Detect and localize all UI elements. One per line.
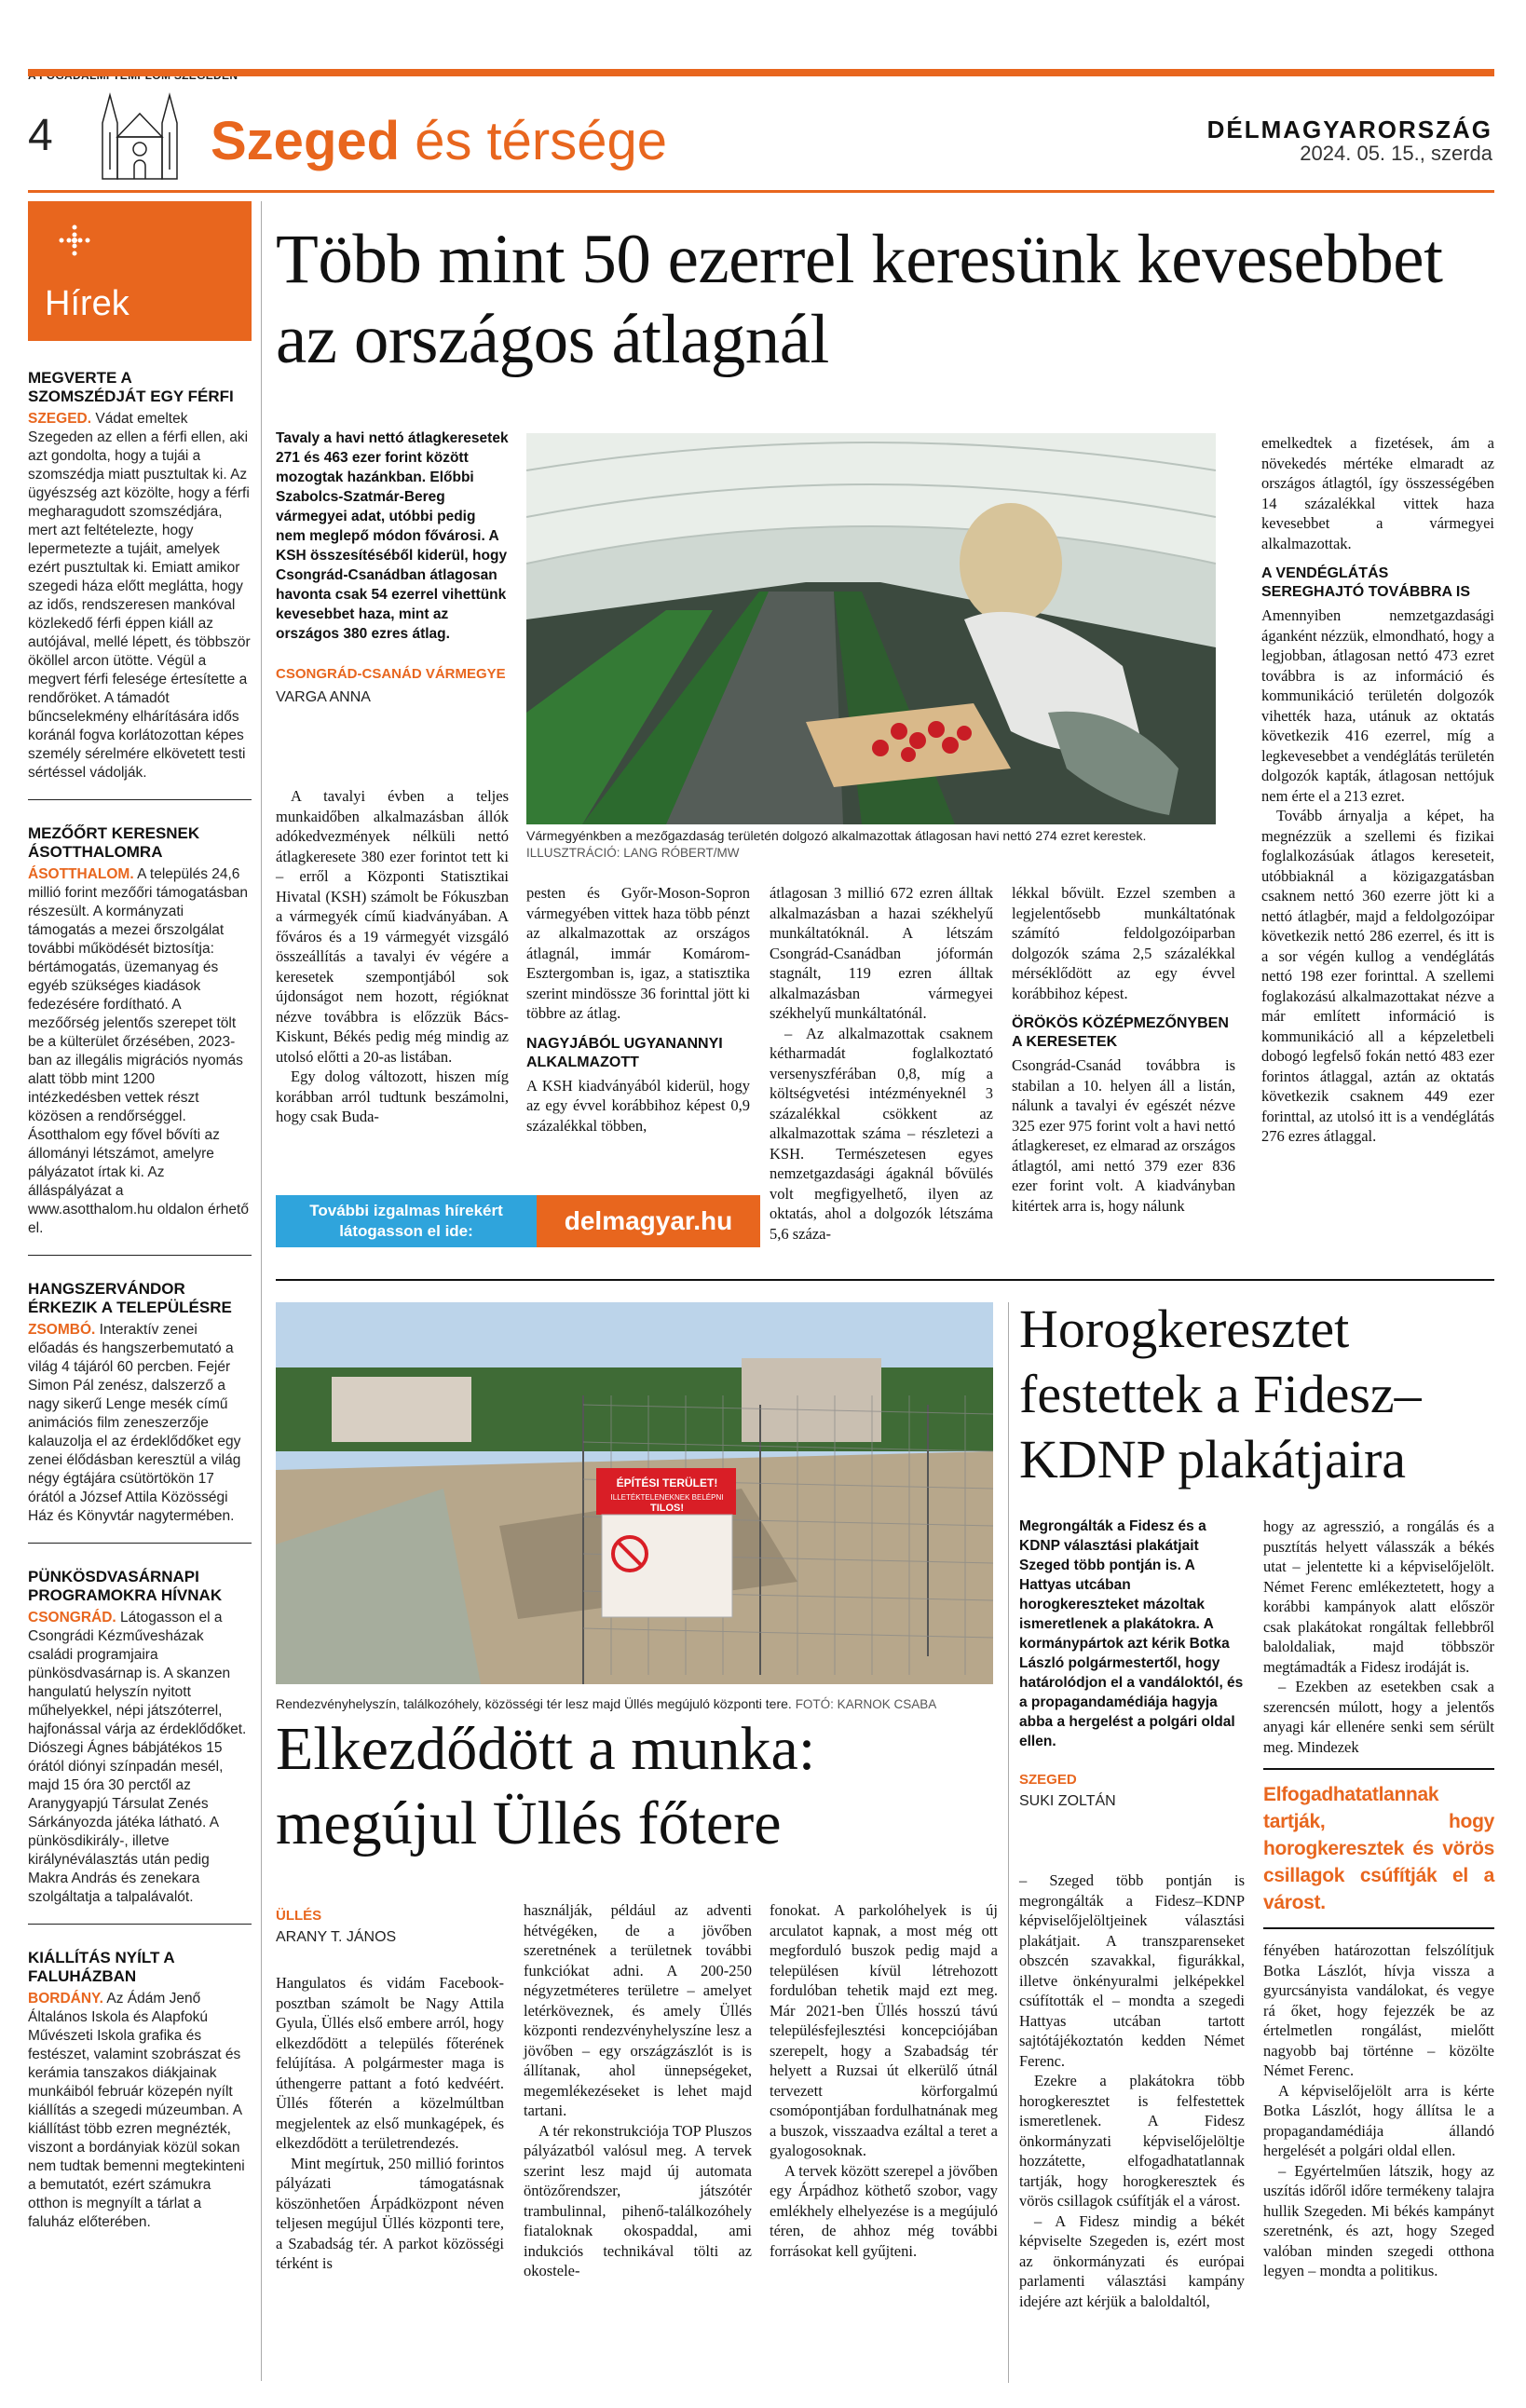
article3-paragraph: A képviselőjelölt arra is kérte Botka Lászlót, hogy állítsa le a propagandamédiája állandó hergelését a polgári oldal ellen. (1263, 2081, 1494, 2159)
article1-paragraph: Csongrád-Csanád továbbra is stabilan a 10. helyen áll a listán, nálunk a tavalyi év egészét nézve 325 ezer 975 forint volt a havi nettó átlagkereset, ez elmarad az országos átlagtól, ami nettó 379 ezer 836 ezer forint volt. A kiadványban kitértek arra is, hogy nálunk (1012, 1056, 1235, 1215)
article1-col5 (1261, 433, 1494, 1147)
greenhouse-photo (526, 433, 1216, 824)
section-title-rest: és térsége (415, 111, 668, 171)
article3-headline: Horogkeresztet festettek a Fidesz–KDNP plakátjaira (1019, 1299, 1422, 1490)
article1-subheading: ÖRÖKÖS KÖZÉPMEZŐNYBEN A KERESETEK (1012, 1015, 1229, 1050)
news-item-text: A település 24,6 millió forint mezőőri támogatásban részesült. A kormányzati támogatás a mezei őrszolgálat további működését biztosítja: bértámogatás, üzemanyag és egyéb szükséges kiadások fedezésére fordítható. A mezőőrség jelentős szerepet tölt be a külterület őrzésében, 2023-ban az illegális migrációs nyomás alatt több mint 1200 intézkedésben vettek részt közösen a rendőrséggel. Ásotthalom egy fővel bővíti az állományi létszámot, amelyre pályázatot írtak ki. Az álláspályázat a www.asotthalom.hu oldalon érhető el. (28, 866, 249, 1236)
column-rule (1008, 1302, 1009, 2383)
article1-paragraph: átlagosan 3 millió 672 ezren álltak alkalmazásban a hazai székhelyű munkáltatóknál. A létszám Csongrád-Csanádban jóformán stagnált, 119 ezren álltak alkalmazásban vármegyei székhelyű munkáltatónál. (770, 884, 993, 1022)
article1-paragraph: emelkedtek a fizetések, ám a növekedés mértéke elmaradt az országos átlagtól, így összességében 14 százalékkal vittek haza kevesebbet a vármegyei alkalmazottak. (1261, 434, 1494, 552)
news-item (28, 1949, 252, 2232)
article3-col1 (1019, 1871, 1245, 2311)
article1-subheading: NAGYJÁBÓL UGYANANNYI ALKALMAZOTT (526, 1035, 723, 1070)
article2-paragraph: Hangulatos és vidám Facebook-posztban számolt be Nagy Attila Gyula, Üllés első embere arról, hogy elkezdődött a település főterének felújítása. A polgármester maga is úthengerre pattant a fotó kedvéért. Üllés főterén a közelmúltban megjelentek az első munkagépek, és elkezdődött a területrendezés. (276, 1974, 504, 2152)
news-item-location: SZEGED. (28, 411, 92, 427)
article3-author: SUKI ZOLTÁN (1019, 1793, 1116, 1809)
quote-rule-bottom (1263, 1927, 1494, 1929)
header-rule (28, 190, 1494, 193)
article1-subheading: A VENDÉGLÁTÁS SEREGHAJTÓ TOVÁBBRA IS (1261, 565, 1471, 600)
article3-paragraph: – Egyértelműen látszik, hogy az uszítás időről időre termékeny talajra hullik Szegeden. Mi békés kampányt szeretnénk, és azt, hogy Szeged valóban minden szegedi otthona legyen – mondta a politikus. (1263, 2161, 1494, 2279)
news-item-location: ÁSOTTHALOM. (28, 866, 134, 882)
article1-col4 (1012, 883, 1235, 1216)
news-item (28, 824, 252, 1238)
article3-paragraph: – Szeged több pontján is megrongálták a Fidesz–KDNP képviselőjelöltjeinek választási plakátjait. A transzparenseket obszcén szavakkal, figurákkal, illetve önkényuralmi jelképekkel csúfították el – mondta a szegedi Hattyas utcában tartott sajtótájékoztatón kedden Német Ferenc. (1019, 1871, 1245, 2070)
section-title (211, 110, 667, 172)
news-item-title: MEGVERTE A SZOMSZÉDJÁT EGY FÉRFI (28, 369, 234, 405)
article1-paragraph: Amennyiben nemzetgazdasági áganként nézzük, elmondható, hogy a legjobban, átlagosan nettó 473 ezret továbbra is az információ és kommunikáció területén dolgozók vihették haza, utánuk az oktatás következik 416 ezerrel, míg a legkevesebbet a vendéglátás területén dolgozók kapták, átlagosan nettójuk nem érte el a 213 ezret. (1261, 606, 1494, 805)
article1-col1 (276, 786, 509, 1127)
article1-photo-credit: ILLUSZTRÁCIÓ: LANG RÓBERT/MW (526, 846, 740, 860)
article3-lead-block (1019, 1517, 1245, 1810)
article2-paragraph: A tér rekonstrukciója TOP Pluszos pályázatból valósul meg. A tervek szerint lesz majd új automata öntözőrendszer, játszótér trambulinnal, pihenő-találkozóhely fiataloknak okospaddal, ami indukciós technikával tölti az okostele- (524, 2121, 752, 2279)
news-item-title: MEZŐŐRT KERESNEK ÁSOTTHALOMRA (28, 824, 200, 861)
news-divider (28, 1543, 252, 1544)
article2-paragraph: Mint megírtuk, 250 millió forintos pályázati támogatásnak köszönhetően Árpádközpont néven teljesen megújul Üllés központi tere, a Szabadság tér. A parkot közösségi térként is (276, 2154, 504, 2272)
article3-paragraph: – A Fidesz mindig a békét képviselte Szegeden is, ezért most az önkormányzati és európai parlamenti választási kampány idejére azt kérjük a baloldaltól, (1019, 2211, 1245, 2310)
news-item-text: Látogasson el a Csongrádi Kézművesházak családi programjaira pünkösdvasárnap is. A skanzen hangulatú helyszín nyitott műhelyekkel, népi játszóterrel, hajfonással várja az érdeklődőket. Diószegi Ágnes bábjátékos 15 órától diónyi színpadán mesél, majd 15 óra 30 perctől az Aranygyapjú Társulat Zenés Sárkányozda játéka látható. A pünkösdikirály-, illetve királynéválasztás után pedig Makra András és zenekara szolgáltatja a talpalávalót. (28, 1610, 247, 1905)
promo-text: További izgalmas hírekért látogasson el ide: (276, 1195, 537, 1247)
news-item (28, 369, 252, 782)
church-icon (84, 86, 196, 184)
news-divider (28, 1924, 252, 1925)
news-item-location: CSONGRÁD. (28, 1610, 116, 1626)
article3-paragraph: – Ezekben az esetekben csak a szerencsén múlott, hogy a jelentős anyagi kár ellenére senki sem sérült meg. Mindezek (1263, 1678, 1494, 1756)
news-item-title: KIÁLLÍTÁS NYÍLT A FALUHÁZBAN (28, 1949, 175, 1985)
sign-top: ÉPÍTÉSI TERÜLET! (616, 1476, 718, 1490)
article3-col2 (1263, 1517, 1494, 2281)
news-item (28, 1568, 252, 1907)
article2-headline: Elkezdődött a munka: megújul Üllés főtere (276, 1715, 816, 1857)
ulles-square-photo (276, 1302, 993, 1684)
article3-paragraph: hogy az agresszió, a rongálás és a pusztítás helyett válasszák a békés utat – jelentette ki a képviselőjelölt. Német Ferenc emlékeztetett, hogy a korábbi kampányok alatt először csak plakátokat rongáltak fellebbről baloldaliak, majd többször megtámadták a Fidesz irodáját is. (1263, 1517, 1494, 1676)
article2-caption-text: Rendezvényhelyszín, találkozóhely, közösségi tér lesz majd Üllés megújuló központi tere. (276, 1696, 792, 1711)
article2-author: ARANY T. JÁNOS (276, 1929, 397, 1945)
news-divider (28, 1255, 252, 1256)
article1-paragraph: A KSH kiadványából kiderül, hogy az egy évvel korábbihoz képest 0,9 százalékkal többen, (526, 1076, 750, 1135)
news-item-location: ZSOMBÓ. (28, 1322, 96, 1338)
cross-dots-icon (56, 222, 93, 259)
article1-lead: Tavaly a havi nettó átlagkeresetek 271 és 463 ezer forint között mozogtak hazánkban. Előbbi Szabolcs-Szatmár-Bereg vármegyei adat, utóbbi pedig nem meglepő módon fővárosi. A KSH összesítéséből kiderül, hogy Csongrád-Csanádban átlagosan havonta csak 54 ezerrel vihettünk kevesebbet haza, mint az országos 380 ezres átlag. (276, 430, 509, 642)
article1-caption-text: Vármegyénkben a mezőgazdaság területén dolgozó alkalmazottak átlagosan havi nettó 274 ezret kerestek. (526, 828, 1147, 843)
article3-pull-quote: Elfogadhatatlannak tartják, hogy horogkeresztek és vörös csillagok csúfítják el a várost. (1263, 1784, 1494, 1913)
section-rule (276, 1279, 1494, 1281)
article2-kicker: ÜLLÉS (276, 1908, 322, 1924)
sign-bottom: TILOS! (649, 1503, 685, 1514)
article2-paragraph: használják, például az adventi hétvégéken, de a jövőben szeretnének a területnek további funkciókat adni. A 200-250 négyzetméteres területre – amelyet letérköveznek, és amely Üllés központi rendezvényhelyszíne lesz a jövőben – egy országzászlót is is állítanak, ahol ünnepségeket, megemlékezéseket is lehet majd tartani. (524, 1901, 752, 2119)
article1-photo-caption (526, 827, 1216, 861)
article1-paragraph: Egy dolog változott, hiszen míg korábban arról tudtunk beszámolni, hogy csak Buda- (276, 1068, 509, 1125)
news-item-text: Interaktív zenei előadás és hangszerbemutató a világ 4 tájáról 60 percben. Fejér Simon Pál zenész, dalszerző a nagy sikerű Lenge mesék című animációs film zeneszerzője kalauzolja el az érdeklődőket egy zenei élődásban keresztül a világ négy égtájára csütörtökön 17 órától a József Attila Közösségi Ház és Könyvtár nagytermében. (28, 1322, 241, 1524)
sidebar-rule (261, 201, 262, 2381)
article2-photo-credit: FOTÓ: KARNOK CSABA (795, 1697, 937, 1711)
article3-paragraph: Ezekre a plakátokra több horogkeresztet is felfestettek ismeretlenek. A Fidesz önkormányzati képviselőjelöltje hozzátette, elfogadhatatlannak tartják, hogy horogkeresztek és vörös csillagok csúfítják el a várost. (1019, 2072, 1245, 2210)
article2-col3 (770, 1900, 998, 2261)
article3-paragraph: fényében határozottan felszólítjuk Botka Lászlót, hívja vissza a gyurcsányista vandálokat, és vegye rá őket, hogy fejezzék be az értelmetlen rongálást, mielőtt nagyobb baj történne – közölte Német Ferenc. (1263, 1941, 1494, 2079)
article1-author: VARGA ANNA (276, 689, 371, 705)
news-item-text: Vádat emeltek Szegeden az ellen a férfi ellen, aki azt gondolta, hogy a tujái a szomszédja miatt pusztultak ki. Az ügyészség azt közölte, hogy a férfi megharagudott szomszédjára, mert azt feltételezte, hogy lepermetezte a tujáit, amelyek ezért pusztultak ki. Emiatt amikor szegedi háza előtt meglátta, hogy az idős, rendszeresen mankóval közlekedő férfi éppen kiáll az autójával, mellé lépett, és többször ököllel arcon ütötte. Végül a megvert férfi felesége értesítette a rendőröket. A támadót bűncselekmény elhárítására idős koránál fogva korlátozottan képes személy sérelmére elkövetett testi sértéssel vádolják. (28, 411, 251, 781)
hirek-box (28, 201, 252, 341)
article3-kicker: SZEGED (1019, 1772, 1077, 1788)
article2-paragraph: A tervek között szerepel a jövőben egy Árpádhoz köthető szobor, vagy emlékhely elhelyezése is a megújuló téren, de ahhoz még további forrásokat kell gyűjteni. (770, 2161, 998, 2260)
article2-byline (276, 1908, 509, 1946)
hirek-label: Hírek (45, 284, 129, 323)
sign-mid: ILLETÉKTELENEKNEK BELÉPNI (610, 1493, 724, 1502)
article1-kicker: CSONGRÁD-CSANÁD VÁRMEGYE (276, 666, 506, 682)
article1-col2 (526, 883, 750, 1136)
article3-lead: Megrongálták a Fidesz és a KDNP választási plakátjait Szeged több pontján is. A Hattyas utcában horogkereszteket mázoltak ismeretlenek a plakátokra. A kormánypártok azt kérik Botka László polgármestertől, hogy határolódjon el a vandáloktól, és a propagandamédiája hagyja abba a hergelést a polgári oldal ellen. (1019, 1518, 1244, 1749)
top-orange-bar (28, 69, 1494, 76)
news-divider (28, 799, 252, 800)
article2-col2 (524, 1900, 752, 2281)
article1-paragraph: pesten és Győr-Moson-Sopron vármegyében vittek haza több pénzt az alkalmazottak az országos átlagnál, immár Komárom-Esztergomban is, igaz, a statisztika szerint mindössze 36 forinttal jött ki többre az átlag. (526, 884, 750, 1022)
quote-rule-top (1263, 1768, 1494, 1770)
article2-col1 (276, 1973, 504, 2274)
article2-paragraph: fonokat. A parkolóhelyek is új arculatot kapnak, a most még ott megforduló buszok pedig majd a településen kívül létrehozott fordulóban tehetik majd ezt meg. Már 2021-ben Üllés hosszú távú településfejlesztési koncepciójában szerepelt, hogy a Szabadság tér helyett a Ruzsai út elkerülő útnál tervezett körforgalmú csomópontjában fordulhatnának meg a buszok, visszaadva ezáltal a teret a gyalogosoknak. (770, 1901, 998, 2159)
news-item (28, 1280, 252, 1526)
article2-photo-caption (276, 1695, 1002, 1712)
section-title-bold: Szeged (211, 111, 401, 171)
article1-paragraph: – Az alkalmazottak csaknem kétharmadát foglalkoztató versenyszférában 0,8, míg a költségvetési intézményeknél 3 százalékkal csökkent az alkalmazottak száma – részletezi a KSH. Természetesen egyes nemzetgazdasági ágaknál bővülés volt megfigyelhető, ilyen az oktatás, ahol a dolgozók létszáma 5,6 száza- (770, 1024, 993, 1243)
newspaper-brand: DÉLMAGYARORSZÁG (1206, 116, 1492, 143)
delmagyar-promo[interactable] (276, 1195, 760, 1247)
promo-site-link[interactable]: delmagyar.hu (537, 1195, 760, 1247)
article1-paragraph: lékkal bővült. Ezzel szemben a legjelentősebb munkáltatónak számító feldolgozóiparban dolgozók száma 2,5 százalékkal mérséklődött az egy évvel korábbihoz képest. (1012, 884, 1235, 1002)
article1-lead-block (276, 429, 509, 706)
issue-date: 2024. 05. 15., szerda (1300, 142, 1492, 165)
news-item-location: BORDÁNY. (28, 1991, 103, 2007)
article1-paragraph: Tovább árnyalja a képet, ha megnézzük a szellemi és fizikai foglalkozásúak átlagos kereseteit, utóbbiaknál a közigazgatásban csaknem nettó 360 ezerre jött ki a nettó átlagbér, majd a feldolgozóipar következik nettó 286 ezerrel, és itt is a sor végén kullog a vendéglátás nettó 198 ezer forinttal. A szellemi foglakozású alkalmazottakat nézve a már említett információ is kommunikáció all a képzeletbeli dobogó legfelső fokán nettó 483 ezer forintos átlaggal, aztán az oktatás következik csaknem 449 ezer forinttal, az utolsó itt is a vendéglátás 276 ezres átlaggal. (1261, 807, 1494, 1145)
article1-headline: Több mint 50 ezerrel keresünk kevesebbet az országos átlagnál (276, 221, 1443, 378)
news-item-text: Az Ádám Jenő Általános Iskola és Alapfokú Művészeti Iskola grafika és festészet, valamint szobrászat és kerámia tanszakos diákjainak munkáiból február közepén nyílt kiállítás a szegedi múzeumban. A kiállítást több ezren megnézték, viszont a bordányiak közül sokan nem tudtak bemenni megtekinteni a bemutatót, ezért számukra otthon is megnyílt a tárlat a faluház előterében. (28, 1991, 245, 2230)
article1-col3 (770, 883, 993, 1244)
news-item-title: PÜNKÖSDVASÁRNAPI PROGRAMOKRA HÍVNAK (28, 1568, 223, 1604)
article1-paragraph: A tavalyi évben a teljes munkaidőben alkalmazásban állók adókedvezmények nélküli nettó átlagkeresete 380 ezer forintot tett ki – erről a Központi Statisztikai Hivatal (KSH) számolt be Fókuszban a vármegyék című kiadványában. A főváros és a 19 vármegyét vizsgáló összeállítás a tavalyi év végére a keresetek szempontjából sok újdonságot nem hozott, régióknat nézve továbbra is előzzük Bács-Kiskunt, Békés pedig még mindig az utolsó előtti a 20-as listában. (276, 787, 509, 1066)
news-sidebar (28, 201, 252, 2232)
news-item-title: HANGSZERVÁNDOR ÉRKEZIK A TELEPÜLÉSRE (28, 1280, 232, 1316)
page-number: 4 (28, 111, 53, 160)
